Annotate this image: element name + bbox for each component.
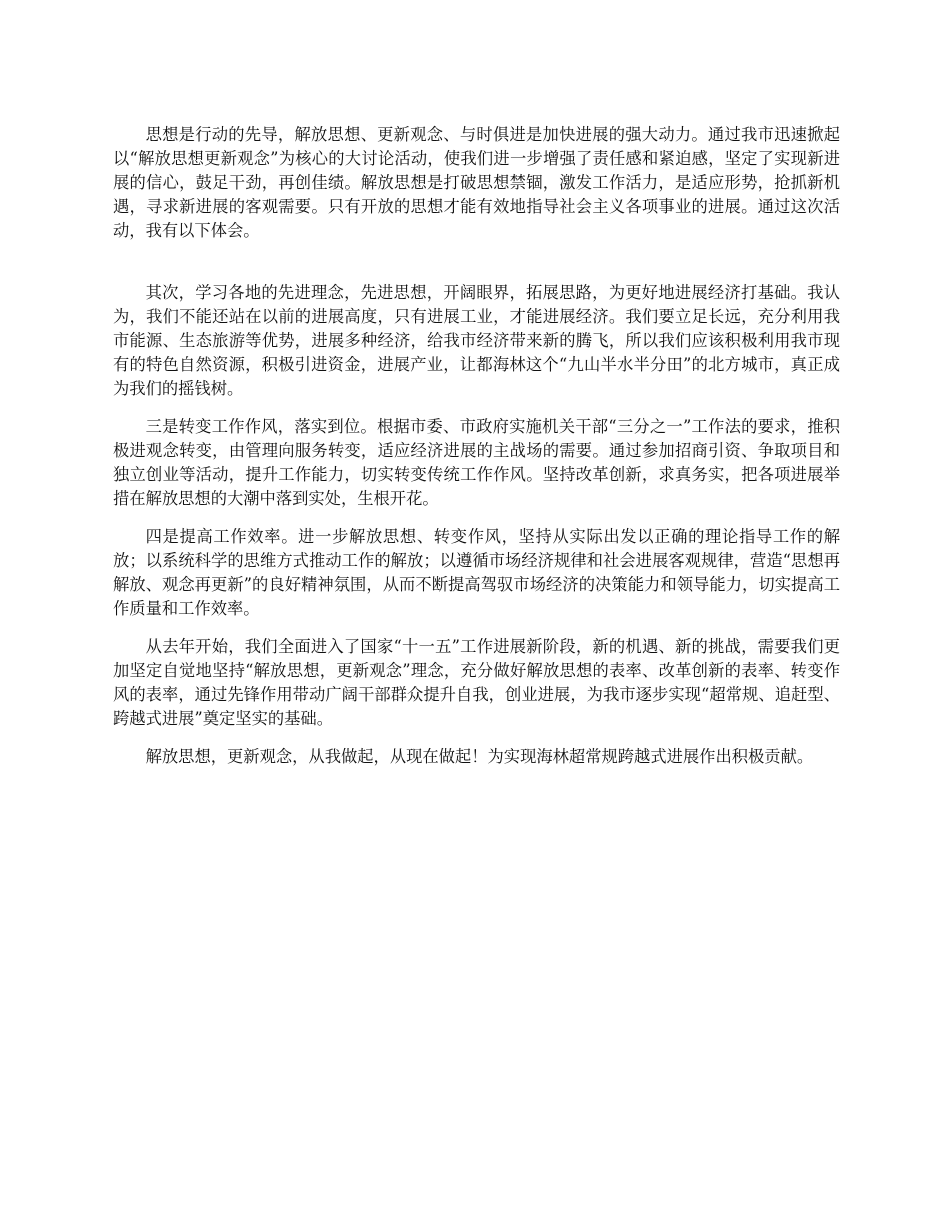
paragraph-spacer [113,243,840,281]
paragraph-fourth: 四是提高工作效率。进一步解放思想、转变作风，坚持从实际出发以正确的理论指导工作的解放；以系统科学的思维方式推动工作的解放；以遵循市场经济规律和社会进展客观规律，营造“思想再解放、观念再更新”的良好精神氛围，从而不断提高驾驭市场经济的决策能力和领导能力，切实提高工作质量和工作效率。 [113,527,840,618]
paragraph-spacer [113,621,840,635]
paragraph-fifth: 从去年开始，我们全面进入了国家“十一五”工作进展新阶段，新的机遇、新的挑战，需要我们更加坚定自觉地坚持“解放思想，更新观念”理念，充分做好解放思想的表率、改革创新的表率、转变作风的表率，通过先锋作用带动广阔干部群众提升自我，创业进展，为我市逐步实现“超常规、追赶型、跨越式进展”奠定坚实的基础。 [113,637,840,728]
paragraph-spacer [113,731,840,745]
document-body [113,123,840,769]
paragraph-second: 其次，学习各地的先进理念，先进思想，开阔眼界，拓展思路，为更好地进展经济打基础。我认为，我们不能还站在以前的进展高度，只有进展工业，才能进展经济。我们要立足长远，充分利用我市能源、生态旅游等优势，进展多种经济，给我市经济带来新的腾飞，所以我们应该积极利用我市现有的特色自然资源，积极引进资金，进展产业，让都海林这个“九山半水半分田”的北方城市，真正成为我们的摇钱树。 [113,283,840,398]
paragraph-spacer [113,511,840,525]
paragraph-intro: 思想是行动的先导，解放思想、更新观念、与时俱进是加快进展的强大动力。通过我市迅速掀起以“解放思想更新观念”为核心的大讨论活动，使我们进一步增强了责任感和紧迫感，坚定了实现新进展的信心，鼓足干劲，再创佳绩。解放思想是打破思想禁锢，激发工作活力，是适应形势，抢抓新机遇，寻求新进展的客观需要。只有开放的思想才能有效地指导社会主义各项事业的进展。通过这次活动，我有以下体会。 [113,125,840,240]
paragraph-third: 三是转变工作作风，落实到位。根据市委、市政府实施机关干部“三分之一”工作法的要求，推积极进观念转变，由管理向服务转变，适应经济进展的主战场的需要。通过参加招商引资、争取项目和独立创业等活动，提升工作能力，切实转变传统工作作风。坚持改革创新，求真务实，把各项进展举措在解放思想的大潮中落到实处，生根开花。 [113,417,840,508]
paragraph-conclusion: 解放思想，更新观念，从我做起，从现在做起！为实现海林超常规跨越式进展作出积极贡献。 [145,747,814,766]
paragraph-spacer [113,401,840,415]
